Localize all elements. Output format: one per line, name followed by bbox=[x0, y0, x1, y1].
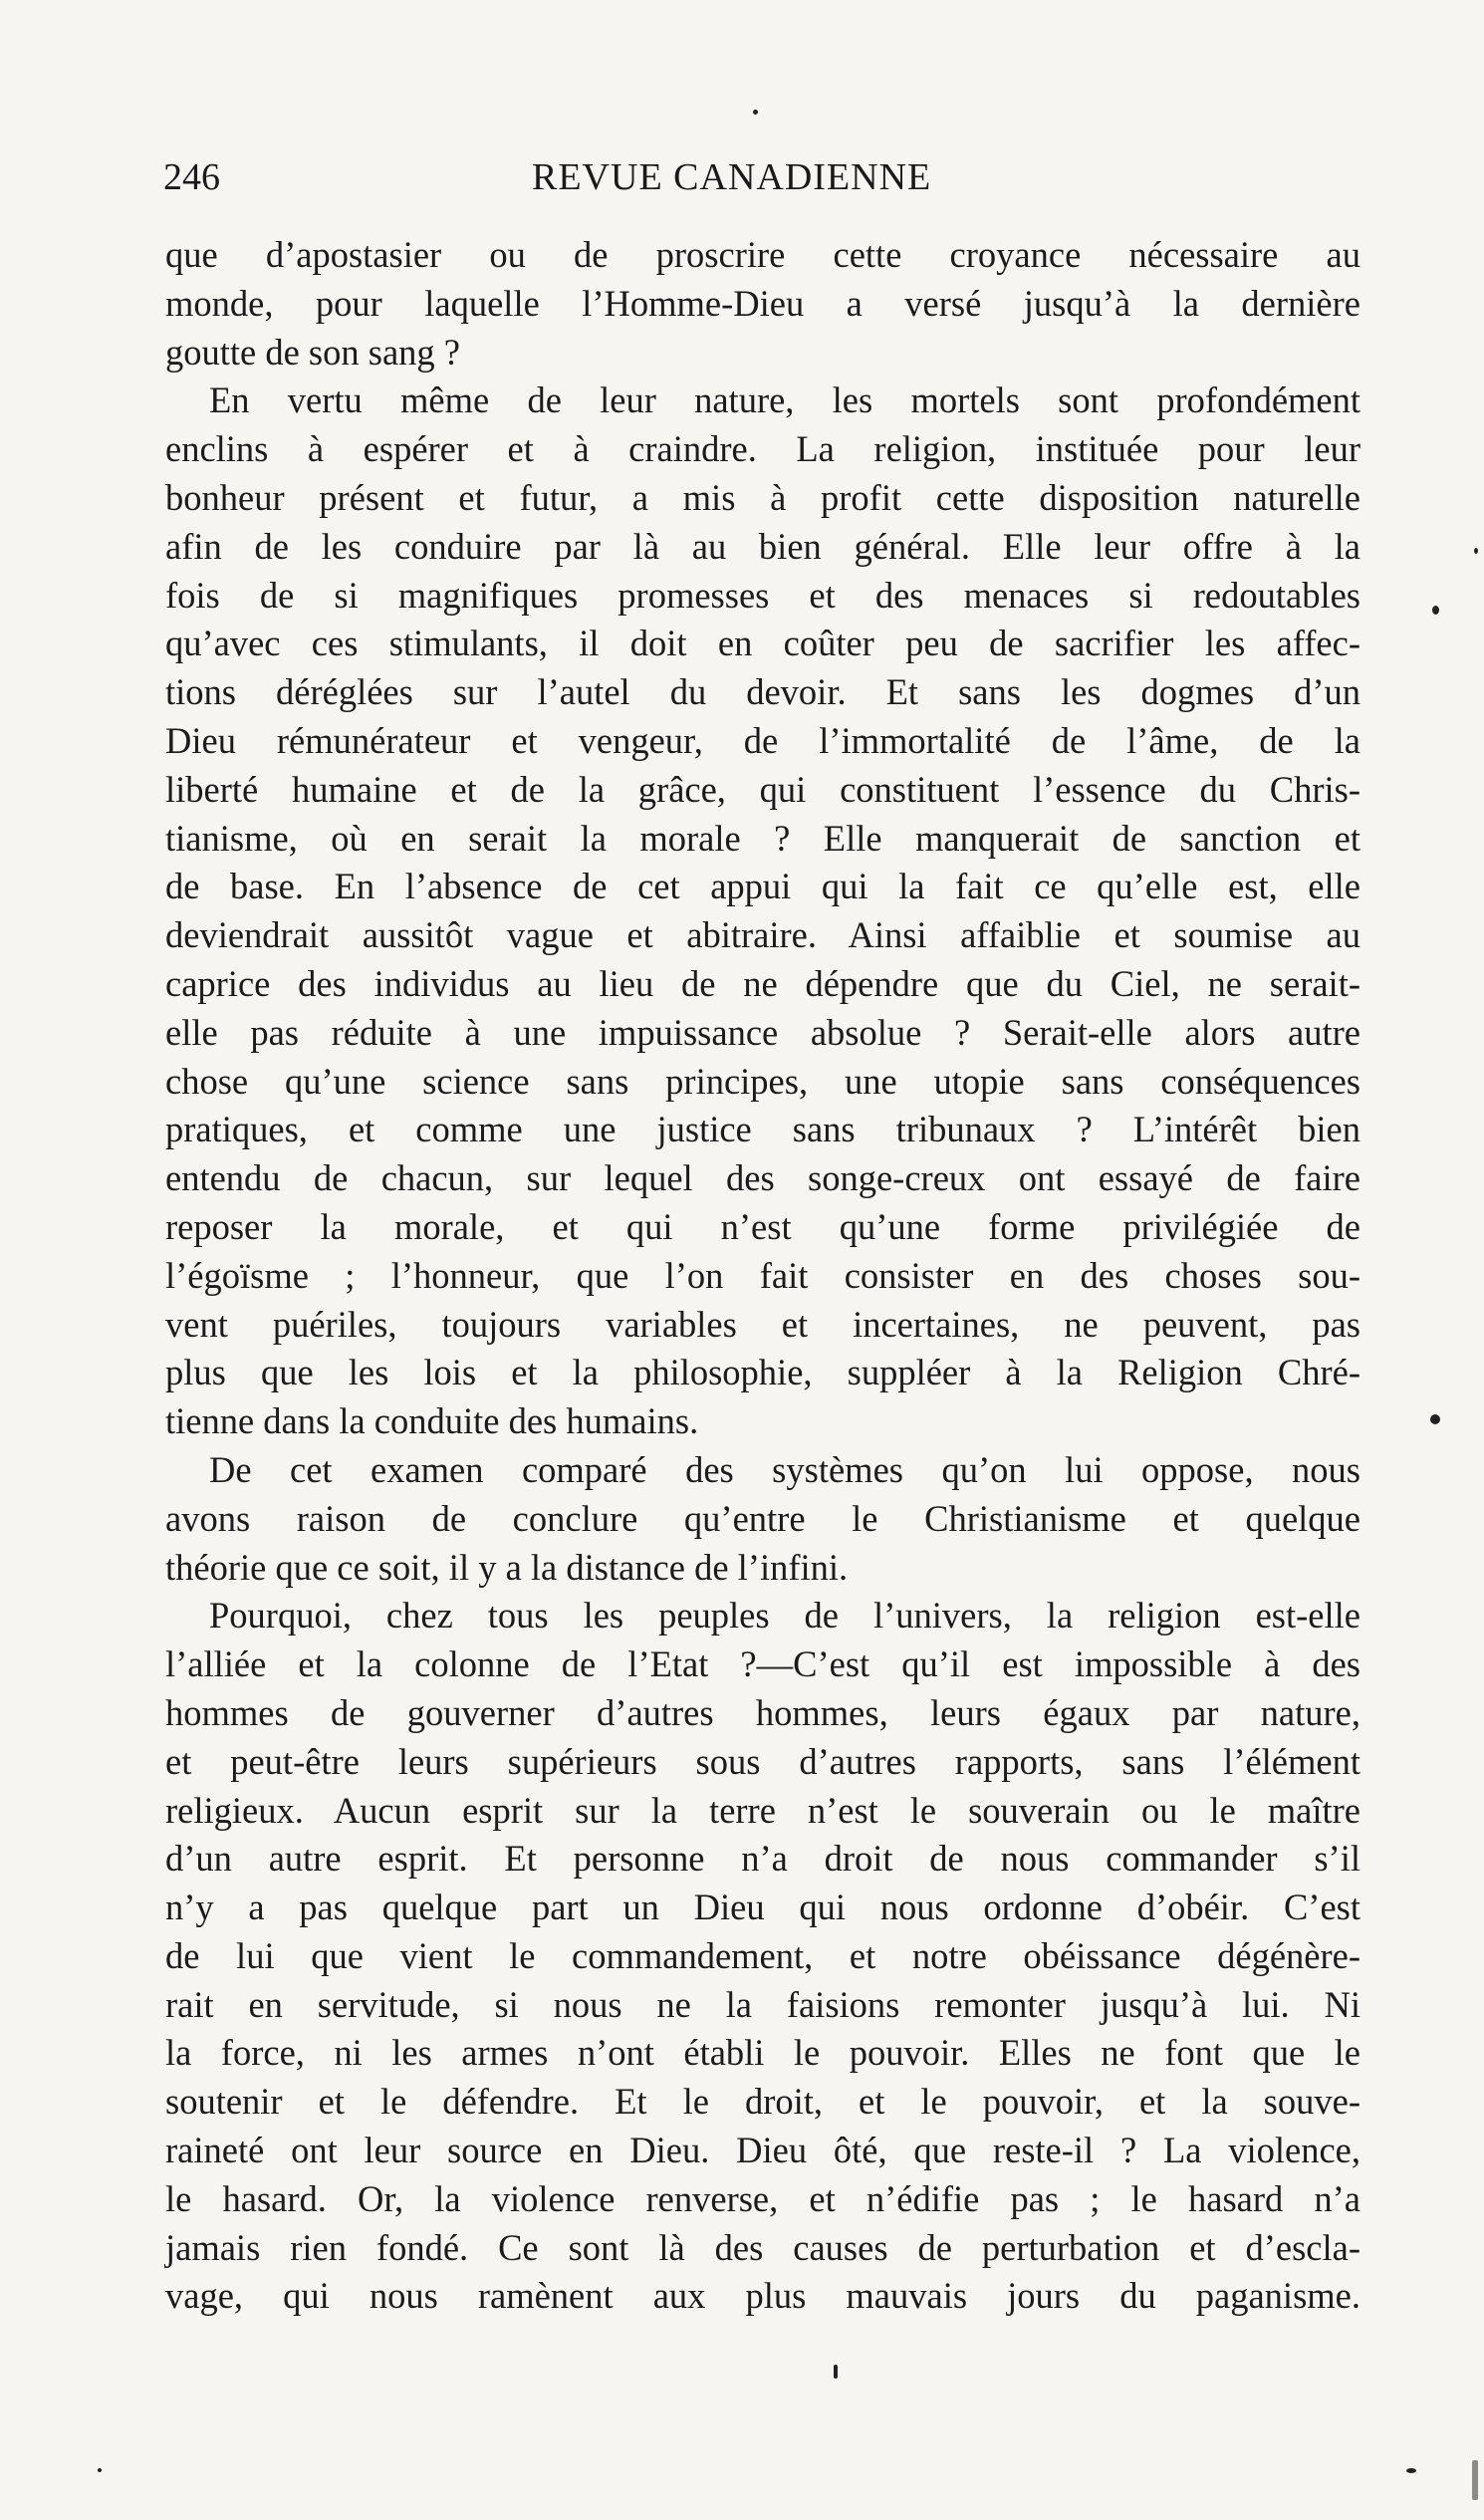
text-line: hommes de gouverner d’autres hommes, leurs égaux par nature, bbox=[165, 1691, 1360, 1733]
text-line: l’alliée et la colonne de l’Etat ?—C’est qu’il est impossible à des bbox=[165, 1643, 1360, 1685]
text-line: théorie que ce soit, il y a la distance de l’infini. bbox=[165, 1546, 849, 1588]
text-line: n’y a pas quelque part un Dieu qui nous ordonne d’obéir. C’est bbox=[165, 1887, 1360, 1928]
page-number: 246 bbox=[163, 156, 220, 198]
text-line: de base. En l’absence de cet appui qui la fait ce qu’elle est, elle bbox=[165, 866, 1360, 907]
text-line: fois de si magnifiques promesses et des menaces si redoutables bbox=[165, 574, 1360, 616]
text-line: soutenir et le défendre. Et le droit, et le pouvoir, et la souve- bbox=[165, 2081, 1360, 2123]
text-line: et peut-être leurs supérieurs sous d’autres rapports, sans l’élément bbox=[165, 1740, 1360, 1782]
text-line: religieux. Aucun esprit sur la terre n’est le souverain ou le maître bbox=[165, 1789, 1360, 1831]
text-line: vage, qui nous ramènent aux plus mauvais jours du paganisme. bbox=[165, 2275, 1360, 2317]
text-line: l’égoïsme ; l’honneur, que l’on fait consister en des choses sou- bbox=[165, 1254, 1360, 1296]
text-line: qu’avec ces stimulants, il doit en coûter peu de sacrifier les affec- bbox=[165, 623, 1360, 664]
text-line: tianisme, où en serait la morale ? Elle manquerait de sanction et bbox=[165, 817, 1360, 859]
text-line: entendu de chacun, sur lequel des songe-creux ont essayé de faire bbox=[165, 1157, 1360, 1199]
text-line: liberté humaine et de la grâce, qui constituent l’essence du Chris- bbox=[165, 768, 1360, 810]
text-line: que d’apostasier ou de proscrire cette croyance nécessaire au bbox=[165, 234, 1360, 275]
text-line: de lui que vient le commandement, et notre obéissance dégénère- bbox=[165, 1934, 1360, 1976]
text-line: le hasard. Or, la violence renverse, et n’édifie pas ; le hasard n’a bbox=[165, 2177, 1360, 2219]
paragraph-start-line: De cet examen comparé des systèmes qu’on lui oppose, nous bbox=[209, 1448, 1360, 1490]
text-line: bonheur présent et futur, a mis à profit cette disposition naturelle bbox=[165, 476, 1360, 518]
text-line: elle pas réduite à une impuissance absolue ? Serait-elle alors autre bbox=[165, 1011, 1360, 1053]
text-line: avons raison de conclure qu’entre le Christianisme et quelque bbox=[165, 1497, 1360, 1539]
scan-speck bbox=[753, 110, 758, 115]
text-line: plus que les lois et la philosophie, suppléer à la Religion Chré- bbox=[165, 1352, 1360, 1393]
scan-speck bbox=[98, 2468, 102, 2472]
text-line: la force, ni les armes n’ont établi le pouvoir. Elles ne font que le bbox=[165, 2032, 1360, 2074]
scan-speck bbox=[1472, 2460, 1478, 2500]
text-line: caprice des individus au lieu de ne dépendre que du Ciel, ne serait- bbox=[165, 962, 1360, 1004]
text-line: jamais rien fondé. Ce sont là des causes de perturbation et d’escla- bbox=[165, 2226, 1360, 2268]
text-line: raineté ont leur source en Dieu. Dieu ôté, que reste-il ? La violence, bbox=[165, 2130, 1360, 2171]
text-line: rait en servitude, si nous ne la faisions remonter jusqu’à lui. Ni bbox=[165, 1983, 1360, 2025]
paragraph-start-line: Pourquoi, chez tous les peuples de l’univers, la religion est-elle bbox=[209, 1595, 1360, 1637]
text-line: reposer la morale, et qui n’est qu’une forme privilégiée de bbox=[165, 1205, 1360, 1247]
text-line: d’un autre esprit. Et personne n’a droit de nous commander s’il bbox=[165, 1838, 1360, 1880]
page-header bbox=[163, 149, 1359, 205]
text-line: monde, pour laquelle l’Homme-Dieu a versé jusqu’à la dernière bbox=[165, 282, 1360, 324]
running-title: REVUE CANADIENNE bbox=[532, 156, 932, 198]
scan-speck bbox=[1474, 548, 1478, 554]
scan-speck bbox=[1432, 606, 1439, 615]
text-line: enclins à espérer et à craindre. La religion, instituée pour leur bbox=[165, 428, 1360, 470]
text-line: pratiques, et comme une justice sans tribunaux ? L’intérêt bien bbox=[165, 1109, 1360, 1150]
text-line: chose qu’une science sans principes, une utopie sans conséquences bbox=[165, 1060, 1360, 1102]
body-text bbox=[165, 231, 1360, 2321]
text-line: deviendrait aussitôt vague et abitraire. Ainsi affaiblie et soumise au bbox=[165, 914, 1360, 956]
text-line: Dieu rémunérateur et vengeur, de l’immortalité de l’âme, de la bbox=[165, 719, 1360, 761]
text-line: afin de les conduire par là au bien général. Elle leur offre à la bbox=[165, 525, 1360, 567]
text-line: tions déréglées sur l’autel du devoir. Et sans les dogmes d’un bbox=[165, 671, 1360, 713]
text-line: goutte de son sang ? bbox=[165, 331, 460, 373]
paragraph-start-line: En vertu même de leur nature, les mortels sont profondément bbox=[209, 379, 1360, 421]
text-line: tienne dans la conduite des humains. bbox=[165, 1400, 699, 1442]
scan-speck bbox=[834, 2365, 838, 2379]
scan-speck bbox=[1406, 2468, 1416, 2473]
text-line: vent puériles, toujours variables et incertaines, ne peuvent, pas bbox=[165, 1303, 1360, 1345]
scan-speck bbox=[1430, 1414, 1440, 1424]
